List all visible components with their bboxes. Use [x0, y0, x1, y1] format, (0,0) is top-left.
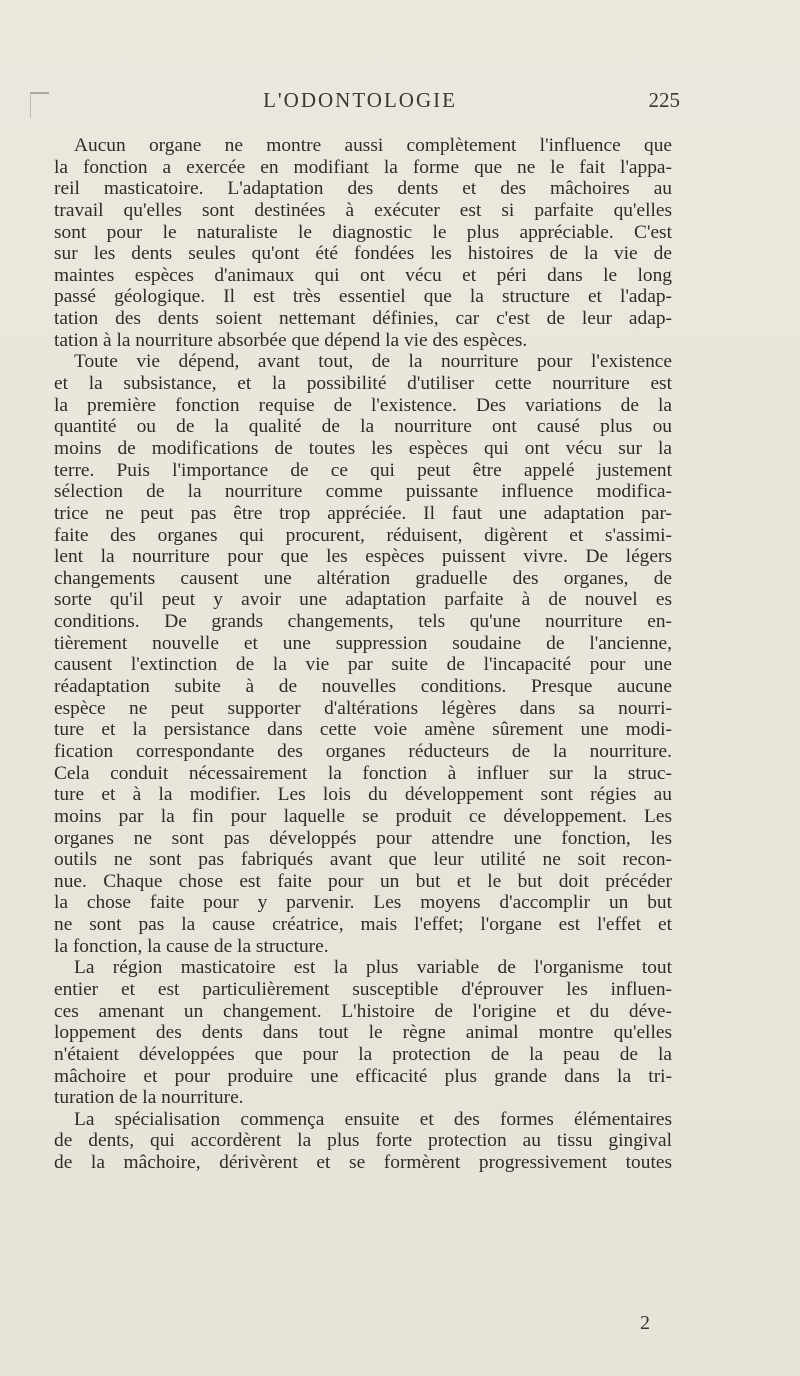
text-line: turation de la nourriture. [54, 1087, 244, 1109]
text-line: Cela conduit nécessairement la fonction à influer sur la struc- [54, 762, 672, 784]
text-line: trice ne peut pas être trop appréciée. Il faut une adaptation par- [54, 502, 672, 524]
text-line: quantité ou de la qualité de la nourriture ont causé plus ou [54, 416, 672, 438]
text-line: sur les dents seules qu'ont été fondées les histoires de la vie de [54, 243, 672, 265]
text-line: faite des organes qui procurent, réduisent, digèrent et s'assimi- [54, 524, 672, 546]
text-line: maintes espèces d'animaux qui ont vécu et péri dans le long [54, 264, 672, 286]
text-line: réadaptation subite à de nouvelles conditions. Presque aucune [54, 676, 672, 698]
text-line: la chose faite pour y parvenir. Les moyens d'accomplir un but [54, 892, 672, 914]
text-line: loppement des dents dans tout le règne animal montre qu'elles [54, 1022, 672, 1044]
text-line: la première fonction requise de l'existence. Des variations de la [54, 394, 672, 416]
body-text [54, 135, 672, 1174]
text-line: changements causent une altération graduelle des organes, de [54, 567, 672, 589]
text-line: de la mâchoire, dérivèrent et se formèrent progressivement toutes [54, 1152, 672, 1174]
text-line: nue. Chaque chose est faite pour un but et le but doit précéder [54, 870, 672, 892]
text-line: La région masticatoire est la plus variable de l'organisme tout [74, 957, 672, 979]
running-title: L'ODONTOLOGIE [263, 88, 457, 112]
text-line: causent l'extinction de la vie par suite de l'incapacité pour une [54, 654, 672, 676]
page-number: 225 [648, 88, 680, 112]
text-line: ces amenant un changement. L'histoire de l'origine et du déve- [54, 1000, 672, 1022]
text-line: espèce ne peut supporter d'altérations légères dans sa nourri- [54, 697, 672, 719]
text-line: ture et à la modifier. Les lois du développement sont régies au [54, 784, 672, 806]
text-line: moins de modifications de toutes les espèces qui ont vécu sur la [54, 437, 672, 459]
text-line: entier et est particulièrement susceptible d'éprouver les influen- [54, 978, 672, 1000]
text-line: terre. Puis l'importance de ce qui peut être appelé justement [54, 459, 672, 481]
text-line: la fonction a exercée en modifiant la forme que ne le fait l'appa- [54, 156, 672, 178]
text-line: reil masticatoire. L'adaptation des dents et des mâchoires au [54, 178, 672, 200]
text-line: tièrement nouvelle et une suppression soudaine de l'ancienne, [54, 632, 672, 654]
text-line: mâchoire et pour produire une efficacité plus grande dans la tri- [54, 1065, 672, 1087]
text-line: Toute vie dépend, avant tout, de la nourriture pour l'existence [74, 351, 672, 373]
text-line: n'étaient développées que pour la protection de la peau de la [54, 1043, 672, 1065]
text-line: lent la nourriture pour que les espèces puissent vivre. De légers [54, 546, 672, 568]
text-line: travail qu'elles sont destinées à exécuter est si parfaite qu'elles [54, 199, 672, 221]
text-line: sont pour le naturaliste le diagnostic le plus appréciable. C'est [54, 221, 672, 243]
text-line: ture et la persistance dans cette voie amène sûrement une modi- [54, 719, 672, 741]
text-line: outils ne sont pas fabriqués avant que leur utilité ne soit recon- [54, 849, 672, 871]
text-line: tation à la nourriture absorbée que dépend la vie des espèces. [54, 329, 528, 351]
text-line: et la subsistance, et la possibilité d'utiliser cette nourriture est [54, 373, 672, 395]
text-line: organes ne sont pas développés pour attendre une fonction, les [54, 827, 672, 849]
text-line: moins par la fin pour laquelle se produit ce développement. Les [54, 805, 672, 827]
text-line: conditions. De grands changements, tels qu'une nourriture en- [54, 611, 672, 633]
text-line: sorte qu'il peut y avoir une adaptation parfaite à de nouvel es [54, 589, 672, 611]
text-line: de dents, qui accordèrent la plus forte protection au tissu gingival [54, 1130, 672, 1152]
text-line: ne sont pas la cause créatrice, mais l'effet; l'organe est l'effet et [54, 914, 672, 936]
page-header [40, 88, 680, 118]
text-line: tation des dents soient nettemant définies, car c'est de leur adap- [54, 308, 672, 330]
text-line: la fonction, la cause de la structure. [54, 935, 329, 957]
text-line: fication correspondante des organes réducteurs de la nourriture. [54, 740, 672, 762]
text-line: La spécialisation commença ensuite et des formes élémentaires [74, 1108, 672, 1130]
text-line: passé géologique. Il est très essentiel que la structure et l'adap- [54, 286, 672, 308]
signature-mark: 2 [640, 1312, 650, 1334]
text-line: sélection de la nourriture comme puissante influence modifica- [54, 481, 672, 503]
text-line: Aucun organe ne montre aussi complètement l'influence que [74, 135, 672, 156]
